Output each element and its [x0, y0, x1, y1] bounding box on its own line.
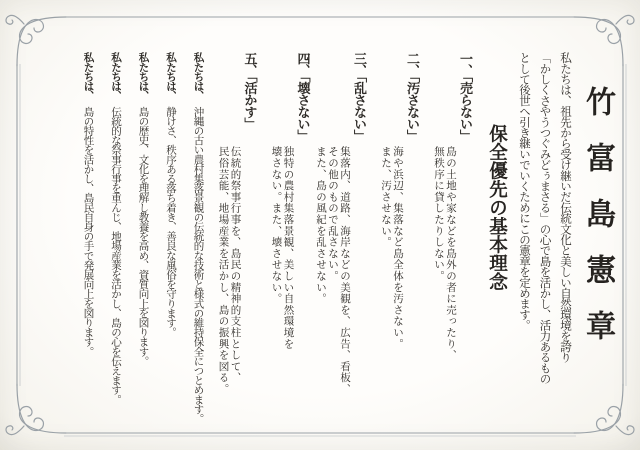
pledge-lead: 私たちは、 — [110, 52, 121, 101]
principle-1-sell-not — [424, 52, 472, 432]
pledge-text: 沖縄の古い農村集落景観の伝統的な技術と様式の維持保全につとめます。 — [192, 106, 204, 423]
principle-keyword: 「壊さない」 — [295, 76, 311, 142]
principle-number: 三、 — [352, 52, 367, 76]
pledge-item — [137, 52, 148, 432]
principle-keyword: 「汚さない」 — [405, 76, 420, 142]
principle-body — [270, 52, 293, 432]
principle-body-line: 独特の農村集落景観、美しい自然環境を — [282, 146, 294, 350]
principle-header — [353, 52, 366, 432]
principle-number: 一、 — [458, 52, 473, 76]
pledge-item — [165, 52, 176, 432]
charter-content — [24, 52, 612, 432]
principle-5-make-use — [209, 52, 257, 432]
principle-body-line: 集落内、道路、海岸などの美観を、広告、看板、 — [339, 146, 350, 395]
pledge-text: 伝統的な祭事行事を重んじ、地場産業を活かし、島の心を伝えます。 — [110, 106, 121, 404]
principle-body-line: また、汚させない。 — [380, 146, 391, 248]
pledge-item — [82, 52, 93, 432]
pledge-item — [110, 52, 121, 432]
principle-body-line: 壊さない。また、壊させない。 — [270, 146, 282, 305]
section-heading: 保全優先の基本理念 — [486, 124, 507, 291]
principle-body — [433, 52, 456, 432]
principle-body — [315, 52, 350, 432]
preamble-line: として後世へ引き継いでいくためにこの憲章を定めます。 — [518, 52, 530, 331]
principle-body-line: また、島の風紀を乱させない。 — [315, 146, 326, 305]
principle-3-disturb-not — [315, 52, 367, 432]
pledge-lead: 私たちは、 — [82, 52, 94, 101]
pledge-text: 島の特性を活かし、島民自身の手で発展向上を図ります。 — [82, 106, 94, 356]
principle-2-pollute-not — [371, 52, 419, 432]
principle-header — [244, 52, 257, 432]
principle-body-line: 民俗芸能、地場産業を活かし、島の振興を図る。 — [217, 146, 229, 395]
principle-keyword: 「売らない」 — [458, 76, 473, 142]
pledge-item — [192, 52, 203, 432]
pledge-lead: 私たちは、 — [165, 52, 176, 101]
pledge-lead: 私たちは、 — [192, 52, 204, 101]
pledge-text: 静けさ、秩序ある落ち着き、善良な風俗を守ります。 — [165, 106, 176, 337]
principle-body — [380, 52, 403, 432]
principle-keyword: 「乱さない」 — [352, 76, 367, 142]
pledge-lead: 私たちは、 — [137, 52, 149, 101]
principle-body-line: 伝統的祭事行事を、島民の精神的支柱として、 — [229, 146, 241, 384]
preamble-line: 私たちは、祖先から受け継いだ伝統文化と美しい自然環境を誇り — [559, 52, 571, 363]
pledges — [82, 52, 203, 432]
principle-keyword: 「活かす」 — [242, 76, 258, 130]
pledge-text: 島の歴史、文化を理解し教養を高め、資質向上を図ります。 — [137, 106, 149, 366]
preamble-line: 「かしくさやうつぐみどぅまさる」の心で島を活かし、活力あるもの — [538, 52, 551, 384]
principle-number: 二、 — [405, 52, 420, 76]
principle-body-line: 海や浜辺、集落など島全体を汚さない。 — [392, 146, 403, 350]
principle-4-destroy-not — [262, 52, 310, 432]
principle-body-line: その他のもので乱さない。 — [327, 146, 338, 282]
principle-header — [459, 52, 472, 432]
principle-number: 四、 — [295, 52, 311, 76]
principle-body — [217, 52, 240, 432]
preamble — [518, 52, 571, 432]
charter-title: 竹富島憲章 — [581, 86, 614, 366]
principle-header — [297, 52, 310, 432]
principle-body-line: 無秩序に貸したりしない。 — [433, 146, 444, 282]
principle-body-line: 島の土地や家などを島外の者に売ったり、 — [445, 146, 456, 361]
principle-number: 五、 — [242, 52, 258, 76]
principle-header — [406, 52, 419, 432]
